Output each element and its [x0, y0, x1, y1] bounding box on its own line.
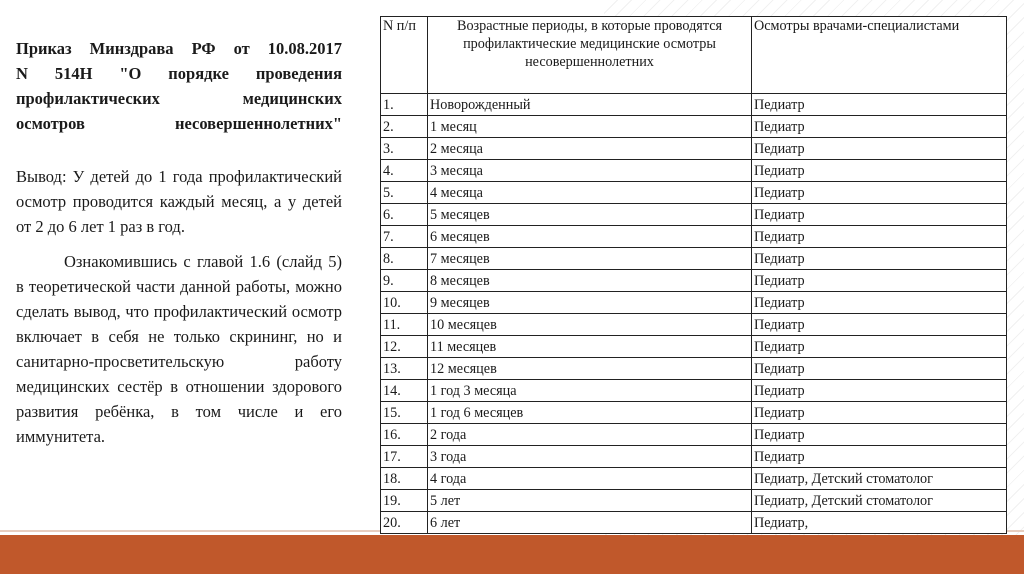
header-number: N п/п — [381, 17, 428, 94]
age-period-cell: 5 месяцев — [428, 204, 752, 226]
age-period-cell: 2 года — [428, 424, 752, 446]
specialist-cell: Педиатр — [752, 424, 1007, 446]
age-period-cell: 10 месяцев — [428, 314, 752, 336]
specialist-cell: Педиатр — [752, 446, 1007, 468]
row-number-cell: 15. — [381, 402, 428, 424]
table-row — [381, 490, 1007, 512]
specialist-cell: Педиатр, Детский стоматолог — [752, 490, 1007, 512]
specialist-cell: Педиатр — [752, 358, 1007, 380]
table-row — [381, 380, 1007, 402]
table-row — [381, 182, 1007, 204]
row-number-cell: 12. — [381, 336, 428, 358]
title-line: профилактических медицинских — [16, 89, 342, 108]
specialist-cell: Педиатр — [752, 94, 1007, 116]
specialist-cell: Педиатр — [752, 138, 1007, 160]
specialist-cell: Педиатр, Детский стоматолог — [752, 468, 1007, 490]
age-period-cell: 11 месяцев — [428, 336, 752, 358]
age-period-cell: 3 месяца — [428, 160, 752, 182]
age-period-cell: 9 месяцев — [428, 292, 752, 314]
specialist-cell: Педиатр — [752, 292, 1007, 314]
table-row — [381, 446, 1007, 468]
table-row — [381, 424, 1007, 446]
row-number-cell: 13. — [381, 358, 428, 380]
table-row — [381, 160, 1007, 182]
row-number-cell: 18. — [381, 468, 428, 490]
specialist-cell: Педиатр — [752, 226, 1007, 248]
age-period-cell: 4 года — [428, 468, 752, 490]
table-row — [381, 94, 1007, 116]
table-row — [381, 270, 1007, 292]
age-period-cell: 1 год 3 месяца — [428, 380, 752, 402]
specialist-cell: Педиатр — [752, 380, 1007, 402]
row-number-cell: 5. — [381, 182, 428, 204]
table-row — [381, 292, 1007, 314]
row-number-cell: 11. — [381, 314, 428, 336]
title-line: Приказ Минздрава РФ от 10.08.2017 — [16, 39, 342, 58]
age-period-cell: 3 года — [428, 446, 752, 468]
table-row — [381, 314, 1007, 336]
slide-title — [16, 36, 342, 136]
row-number-cell: 4. — [381, 160, 428, 182]
age-period-cell: 7 месяцев — [428, 248, 752, 270]
row-number-cell: 9. — [381, 270, 428, 292]
specialist-cell: Педиатр — [752, 336, 1007, 358]
row-number-cell: 3. — [381, 138, 428, 160]
header-specialists: Осмотры врачами-специалистами — [752, 17, 1007, 94]
exam-schedule-table — [380, 16, 1007, 534]
age-period-cell: 12 месяцев — [428, 358, 752, 380]
conclusion-text: Вывод: У детей до 1 года профилактический осмотр проводится каждый месяц, а у детей от 2 до 6 лет 1 раз в год. — [16, 167, 342, 236]
slide-left-column — [16, 36, 342, 449]
table-header-row — [381, 17, 1007, 94]
age-period-cell: 1 месяц — [428, 116, 752, 138]
row-number-cell: 19. — [381, 490, 428, 512]
specialist-cell: Педиатр — [752, 204, 1007, 226]
specialist-cell: Педиатр — [752, 270, 1007, 292]
table-row — [381, 336, 1007, 358]
specialist-cell: Педиатр — [752, 116, 1007, 138]
specialist-cell: Педиатр — [752, 402, 1007, 424]
row-number-cell: 2. — [381, 116, 428, 138]
age-period-cell: 8 месяцев — [428, 270, 752, 292]
row-number-cell: 20. — [381, 512, 428, 534]
specialist-cell: Педиатр, — [752, 512, 1007, 534]
age-period-cell: 4 месяца — [428, 182, 752, 204]
row-number-cell: 16. — [381, 424, 428, 446]
row-number-cell: 14. — [381, 380, 428, 402]
row-number-cell: 1. — [381, 94, 428, 116]
table-row — [381, 358, 1007, 380]
footer-accent-bar — [0, 535, 1024, 574]
age-period-cell: Новорожденный — [428, 94, 752, 116]
exam-schedule-table-container — [380, 16, 1006, 534]
row-number-cell: 8. — [381, 248, 428, 270]
row-number-cell: 7. — [381, 226, 428, 248]
age-period-cell: 1 год 6 месяцев — [428, 402, 752, 424]
table-row — [381, 468, 1007, 490]
table-row — [381, 248, 1007, 270]
specialist-cell: Педиатр — [752, 182, 1007, 204]
age-period-cell: 6 месяцев — [428, 226, 752, 248]
table-row — [381, 402, 1007, 424]
table-row — [381, 138, 1007, 160]
table-row — [381, 512, 1007, 534]
analysis-paragraph: Ознакомившись с главой 1.6 (слайд 5) в теоретической части данной работы, можно сделать вывод, что профилактический осмотр включает в себя не только скрининг, но и санитарно-просветительскую работу медицинских сестёр в отношении здорового развития ребёнка, в том числе и его иммунитета. — [16, 252, 342, 446]
table-row — [381, 116, 1007, 138]
age-period-cell: 6 лет — [428, 512, 752, 534]
table-row — [381, 204, 1007, 226]
title-line: осмотров несовершеннолетних" — [16, 114, 342, 133]
header-age-period: Возрастные периоды, в которые проводятся профилактические медицинские осмотры несовершеннолетних — [428, 17, 752, 94]
row-number-cell: 10. — [381, 292, 428, 314]
specialist-cell: Педиатр — [752, 314, 1007, 336]
row-number-cell: 17. — [381, 446, 428, 468]
row-number-cell: 6. — [381, 204, 428, 226]
age-period-cell: 2 месяца — [428, 138, 752, 160]
specialist-cell: Педиатр — [752, 160, 1007, 182]
specialist-cell: Педиатр — [752, 248, 1007, 270]
age-period-cell: 5 лет — [428, 490, 752, 512]
table-row — [381, 226, 1007, 248]
title-line: N 514Н "О порядке проведения — [16, 64, 342, 83]
